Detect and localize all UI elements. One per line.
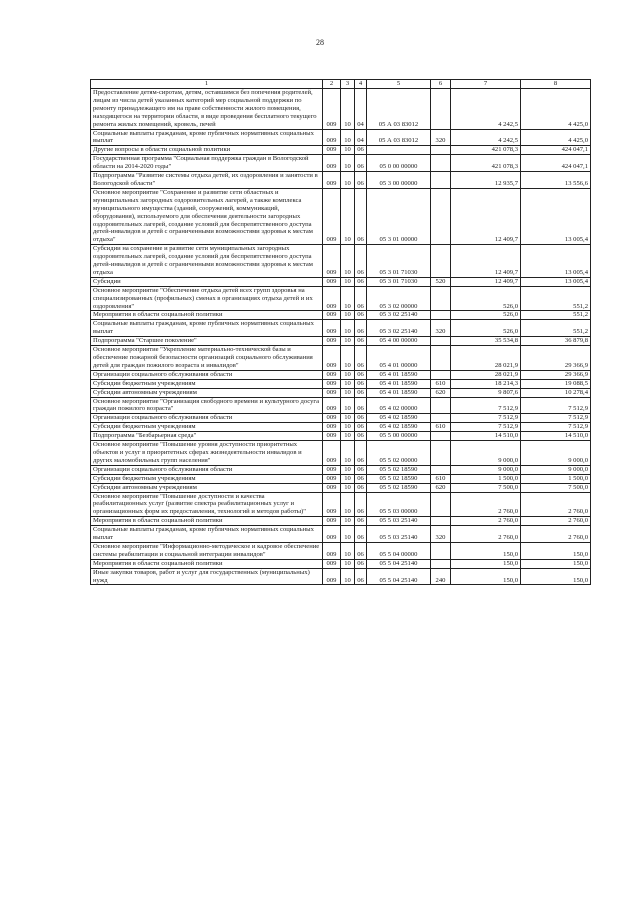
row-section: 10 (341, 483, 355, 492)
row-target-article: 05 А 03 83012 (367, 89, 431, 130)
row-grbs: 009 (323, 483, 341, 492)
row-grbs: 009 (323, 155, 341, 172)
table-row (91, 397, 591, 414)
table-header-row (91, 80, 591, 89)
row-grbs: 009 (323, 526, 341, 543)
row-name: Организации социального обслуживания области (91, 370, 323, 379)
row-grbs: 009 (323, 286, 341, 311)
row-amount-col7: 9 807,6 (451, 388, 521, 397)
row-section: 10 (341, 172, 355, 189)
row-target-article: 05 5 02 00000 (367, 441, 431, 466)
row-subsection: 06 (355, 337, 367, 346)
row-subsection: 06 (355, 474, 367, 483)
row-grbs: 009 (323, 423, 341, 432)
row-section: 10 (341, 286, 355, 311)
row-grbs: 009 (323, 397, 341, 414)
row-section: 10 (341, 245, 355, 278)
row-grbs: 009 (323, 277, 341, 286)
table-row (91, 245, 591, 278)
row-expense-type (431, 542, 451, 559)
row-name: Субсидии бюджетным учреждениям (91, 474, 323, 483)
row-grbs: 009 (323, 346, 341, 371)
row-target-article: 05 А 03 83012 (367, 129, 431, 146)
row-target-article: 05 4 02 18590 (367, 423, 431, 432)
row-expense-type: 520 (431, 277, 451, 286)
row-name: Организации социального обслуживания области (91, 414, 323, 423)
header-cell: 6 (431, 80, 451, 89)
row-grbs: 009 (323, 320, 341, 337)
row-expense-type: 320 (431, 320, 451, 337)
row-amount-col7: 4 242,5 (451, 89, 521, 130)
row-amount-col8: 36 879,8 (521, 337, 591, 346)
row-subsection: 06 (355, 432, 367, 441)
table-row (91, 188, 591, 244)
row-subsection: 04 (355, 89, 367, 130)
row-expense-type (431, 492, 451, 517)
row-section: 10 (341, 441, 355, 466)
row-expense-type (431, 397, 451, 414)
row-subsection: 06 (355, 492, 367, 517)
row-section: 10 (341, 379, 355, 388)
row-target-article (367, 146, 431, 155)
row-amount-col7: 9 000,0 (451, 465, 521, 474)
row-target-article: 05 5 04 00000 (367, 542, 431, 559)
row-amount-col8: 4 425,0 (521, 129, 591, 146)
row-amount-col8: 7 512,9 (521, 397, 591, 414)
row-expense-type (431, 517, 451, 526)
row-name: Основное мероприятие "Повышение уровня доступности приоритетных объектов и услуг в приоритетных сферах жизнедеятельности инвалидов и других маломобильных групп населения" (91, 441, 323, 466)
row-expense-type (431, 172, 451, 189)
row-name: Мероприятия в области социальной политики (91, 559, 323, 568)
row-amount-col7: 28 021,9 (451, 370, 521, 379)
row-subsection: 06 (355, 155, 367, 172)
row-grbs: 009 (323, 465, 341, 474)
row-subsection: 06 (355, 542, 367, 559)
row-amount-col8: 7 512,9 (521, 414, 591, 423)
row-amount-col7: 526,0 (451, 311, 521, 320)
row-amount-col8: 9 000,0 (521, 441, 591, 466)
row-expense-type (431, 89, 451, 130)
row-expense-type (431, 370, 451, 379)
row-target-article: 05 5 02 18590 (367, 474, 431, 483)
row-amount-col8: 10 278,4 (521, 388, 591, 397)
row-subsection: 06 (355, 379, 367, 388)
table-row (91, 155, 591, 172)
row-name: Подпрограмма "Развитие системы отдыха детей, их оздоровления и занятости в Вологодской области" (91, 172, 323, 189)
row-grbs: 009 (323, 432, 341, 441)
row-name: Основное мероприятие "Повышение доступности и качества реабилитационных услуг (развитие спектра реабилитационных услуг и организационных форм их предоставления, технологий и методов работы)" (91, 492, 323, 517)
row-grbs: 009 (323, 245, 341, 278)
table-row (91, 517, 591, 526)
header-cell: 8 (521, 80, 591, 89)
row-target-article: 05 3 02 25140 (367, 311, 431, 320)
row-amount-col8: 1 500,0 (521, 474, 591, 483)
row-section: 10 (341, 526, 355, 543)
row-amount-col8: 150,0 (521, 542, 591, 559)
table-row (91, 146, 591, 155)
row-amount-col7: 7 512,9 (451, 423, 521, 432)
row-name: Субсидии на сохранение и развитие сети муниципальных загородных оздоровительных лагерей, создание условий для беспрепятственного доступа детей-инвалидов и детей с ограниченными возможностями здоровья к местам отдыха (91, 245, 323, 278)
row-amount-col7: 526,0 (451, 320, 521, 337)
row-section: 10 (341, 474, 355, 483)
row-target-article: 05 4 02 00000 (367, 397, 431, 414)
row-section: 10 (341, 542, 355, 559)
row-expense-type (431, 188, 451, 244)
row-section: 10 (341, 559, 355, 568)
row-amount-col7: 35 534,8 (451, 337, 521, 346)
page-number: 28 (316, 38, 324, 47)
row-grbs: 009 (323, 172, 341, 189)
row-target-article: 05 5 00 00000 (367, 432, 431, 441)
row-amount-col8: 29 366,9 (521, 370, 591, 379)
row-target-article: 05 3 02 25140 (367, 320, 431, 337)
header-cell: 5 (367, 80, 431, 89)
row-name: Субсидии бюджетным учреждениям (91, 423, 323, 432)
row-amount-col8: 551,2 (521, 320, 591, 337)
row-expense-type (431, 432, 451, 441)
row-amount-col8: 424 047,1 (521, 155, 591, 172)
table-row (91, 337, 591, 346)
table-row (91, 568, 591, 585)
table-row (91, 286, 591, 311)
row-expense-type (431, 286, 451, 311)
row-amount-col7: 9 000,0 (451, 441, 521, 466)
row-grbs: 009 (323, 492, 341, 517)
row-amount-col7: 12 409,7 (451, 245, 521, 278)
row-amount-col8: 14 510,0 (521, 432, 591, 441)
row-name: Социальные выплаты гражданам, кроме публичных нормативных социальных выплат (91, 320, 323, 337)
row-amount-col7: 12 409,7 (451, 188, 521, 244)
row-expense-type: 320 (431, 129, 451, 146)
row-expense-type (431, 155, 451, 172)
row-grbs: 009 (323, 188, 341, 244)
row-grbs: 009 (323, 146, 341, 155)
row-amount-col7: 12 935,7 (451, 172, 521, 189)
row-expense-type: 620 (431, 388, 451, 397)
row-amount-col8: 551,2 (521, 286, 591, 311)
row-amount-col7: 150,0 (451, 568, 521, 585)
row-amount-col7: 2 760,0 (451, 526, 521, 543)
row-section: 10 (341, 129, 355, 146)
row-expense-type (431, 146, 451, 155)
row-expense-type: 240 (431, 568, 451, 585)
row-target-article: 05 3 01 00000 (367, 188, 431, 244)
row-target-article: 05 5 03 25140 (367, 526, 431, 543)
row-section: 10 (341, 397, 355, 414)
row-amount-col7: 150,0 (451, 559, 521, 568)
row-expense-type: 320 (431, 526, 451, 543)
table-row (91, 311, 591, 320)
row-section: 10 (341, 414, 355, 423)
table-row (91, 414, 591, 423)
table-row (91, 465, 591, 474)
row-name: Социальные выплаты гражданам, кроме публичных нормативных социальных выплат (91, 129, 323, 146)
row-grbs: 009 (323, 568, 341, 585)
row-name: Субсидии автономным учреждениям (91, 483, 323, 492)
row-grbs: 009 (323, 129, 341, 146)
row-expense-type (431, 311, 451, 320)
row-grbs: 009 (323, 474, 341, 483)
row-amount-col7: 7 500,0 (451, 483, 521, 492)
budget-table (90, 79, 591, 585)
row-amount-col8: 13 005,4 (521, 245, 591, 278)
table-row (91, 320, 591, 337)
row-section: 10 (341, 277, 355, 286)
row-subsection: 06 (355, 465, 367, 474)
table-row (91, 474, 591, 483)
row-amount-col7: 2 760,0 (451, 492, 521, 517)
row-name: Субсидии бюджетным учреждениям (91, 379, 323, 388)
row-grbs: 009 (323, 414, 341, 423)
row-amount-col8: 9 000,0 (521, 465, 591, 474)
row-expense-type: 610 (431, 379, 451, 388)
row-subsection: 06 (355, 346, 367, 371)
row-subsection: 06 (355, 388, 367, 397)
row-grbs: 009 (323, 370, 341, 379)
header-cell: 7 (451, 80, 521, 89)
row-subsection: 06 (355, 277, 367, 286)
row-amount-col7: 7 512,9 (451, 397, 521, 414)
row-amount-col7: 7 512,9 (451, 414, 521, 423)
row-name: Другие вопросы в области социальной политики (91, 146, 323, 155)
row-target-article: 05 3 01 71030 (367, 277, 431, 286)
table-row (91, 559, 591, 568)
row-amount-col7: 4 242,5 (451, 129, 521, 146)
row-expense-type (431, 559, 451, 568)
row-target-article: 05 4 00 00000 (367, 337, 431, 346)
row-name: Подпрограмма "Старшее поколение" (91, 337, 323, 346)
row-amount-col8: 150,0 (521, 559, 591, 568)
row-section: 10 (341, 432, 355, 441)
row-expense-type (431, 245, 451, 278)
row-name: Организации социального обслуживания области (91, 465, 323, 474)
row-grbs: 009 (323, 89, 341, 130)
row-subsection: 06 (355, 423, 367, 432)
row-section: 10 (341, 517, 355, 526)
row-amount-col7: 526,0 (451, 286, 521, 311)
row-subsection: 06 (355, 397, 367, 414)
row-name: Мероприятия в области социальной политики (91, 517, 323, 526)
row-amount-col7: 18 214,3 (451, 379, 521, 388)
row-expense-type (431, 441, 451, 466)
row-amount-col7: 1 500,0 (451, 474, 521, 483)
row-expense-type: 610 (431, 474, 451, 483)
row-name: Государственная программа "Социальная поддержка граждан в Вологодской области на 2014-2020 годы" (91, 155, 323, 172)
row-target-article: 05 5 04 25140 (367, 568, 431, 585)
row-amount-col7: 421 078,3 (451, 146, 521, 155)
row-amount-col7: 150,0 (451, 542, 521, 559)
row-subsection: 06 (355, 441, 367, 466)
table-row (91, 441, 591, 466)
row-amount-col7: 14 510,0 (451, 432, 521, 441)
row-expense-type (431, 337, 451, 346)
table-row (91, 172, 591, 189)
row-section: 10 (341, 370, 355, 379)
table-row (91, 492, 591, 517)
row-name: Субсидии автономным учреждениям (91, 388, 323, 397)
row-amount-col8: 424 047,1 (521, 146, 591, 155)
row-amount-col8: 7 512,9 (521, 423, 591, 432)
row-name: Основное мероприятие "Укрепление материально-технической базы и обеспечение пожарной безопасности организаций социального обслуживания детей для граждан пожилого возраста и инвалидов" (91, 346, 323, 371)
row-amount-col8: 7 500,0 (521, 483, 591, 492)
row-target-article: 05 4 01 18590 (367, 379, 431, 388)
row-grbs: 009 (323, 311, 341, 320)
row-name: Субсидии (91, 277, 323, 286)
row-target-article: 05 5 03 00000 (367, 492, 431, 517)
row-section: 10 (341, 388, 355, 397)
row-amount-col7: 28 021,9 (451, 346, 521, 371)
row-amount-col8: 2 760,0 (521, 517, 591, 526)
table-row (91, 379, 591, 388)
row-name: Основное мероприятие "Обеспечение отдыха детей всех групп здоровья на специализированных (профильных) сменах в организациях отдыха детей и их оздоровления" (91, 286, 323, 311)
table-row (91, 542, 591, 559)
row-section: 10 (341, 188, 355, 244)
row-name: Социальные выплаты гражданам, кроме публичных нормативных социальных выплат (91, 526, 323, 543)
row-expense-type (431, 346, 451, 371)
row-expense-type (431, 414, 451, 423)
row-amount-col7: 2 760,0 (451, 517, 521, 526)
table-row (91, 129, 591, 146)
row-subsection: 06 (355, 568, 367, 585)
row-section: 10 (341, 346, 355, 371)
row-section: 10 (341, 320, 355, 337)
row-subsection: 06 (355, 414, 367, 423)
row-name: Основное мероприятие "Организация свободного времени и культурного досуга граждан пожилого возраста" (91, 397, 323, 414)
header-cell: 2 (323, 80, 341, 89)
row-target-article: 05 3 01 71030 (367, 245, 431, 278)
row-subsection: 06 (355, 320, 367, 337)
row-section: 10 (341, 337, 355, 346)
row-section: 10 (341, 311, 355, 320)
table-row (91, 89, 591, 130)
row-amount-col7: 12 409,7 (451, 277, 521, 286)
table-row (91, 388, 591, 397)
row-subsection: 06 (355, 245, 367, 278)
row-name: Основное мероприятие "Сохранение и развитие сети областных и муниципальных загородных оздоровительных лагерей, а также комплекса муниципального имущества (зданий, сооружений, коммуникаций, оборудования), используемого для обеспечения деятельности загородных оздоровительных лагерей, создание условий для беспрепятственного доступа детей-инвалидов и детей с ограниченными возможностями здоровья к местам отдыха" (91, 188, 323, 244)
header-cell: 4 (355, 80, 367, 89)
row-grbs: 009 (323, 388, 341, 397)
row-expense-type (431, 465, 451, 474)
row-subsection: 06 (355, 188, 367, 244)
table-row (91, 370, 591, 379)
row-target-article: 05 0 00 00000 (367, 155, 431, 172)
row-subsection: 06 (355, 146, 367, 155)
row-target-article: 05 4 01 18590 (367, 388, 431, 397)
row-section: 10 (341, 465, 355, 474)
row-target-article: 05 5 02 18590 (367, 483, 431, 492)
row-target-article: 05 3 02 00000 (367, 286, 431, 311)
table-row (91, 346, 591, 371)
row-subsection: 06 (355, 526, 367, 543)
row-target-article: 05 5 03 25140 (367, 517, 431, 526)
row-section: 10 (341, 146, 355, 155)
row-amount-col8: 4 425,0 (521, 89, 591, 130)
row-amount-col8: 13 556,6 (521, 172, 591, 189)
row-amount-col8: 150,0 (521, 568, 591, 585)
row-name: Мероприятия в области социальной политики (91, 311, 323, 320)
table-row (91, 277, 591, 286)
row-amount-col8: 2 760,0 (521, 526, 591, 543)
row-section: 10 (341, 89, 355, 130)
row-subsection: 06 (355, 311, 367, 320)
row-name: Предоставление детям-сиротам, детям, оставшимся без попечения родителей, лицам из числа детей указанных категорий мер социальной поддержки по ремонту принадлежащего им на праве собственности жилого помещения, находящегося на территории области, в виде проведения бесплатного текущего ремонта жилых помещений, кровель, печей (91, 89, 323, 130)
row-subsection: 06 (355, 483, 367, 492)
row-amount-col7: 421 078,3 (451, 155, 521, 172)
row-grbs: 009 (323, 337, 341, 346)
table-body (91, 89, 591, 585)
row-subsection: 06 (355, 517, 367, 526)
row-grbs: 009 (323, 559, 341, 568)
table-row (91, 483, 591, 492)
row-amount-col8: 13 005,4 (521, 188, 591, 244)
row-expense-type: 610 (431, 423, 451, 432)
row-target-article: 05 4 01 18590 (367, 370, 431, 379)
row-subsection: 06 (355, 172, 367, 189)
row-grbs: 009 (323, 517, 341, 526)
row-amount-col8: 2 760,0 (521, 492, 591, 517)
row-name: Подпрограмма "Безбарьерная среда" (91, 432, 323, 441)
row-target-article: 05 5 02 18590 (367, 465, 431, 474)
row-expense-type: 620 (431, 483, 451, 492)
row-subsection: 06 (355, 559, 367, 568)
row-target-article: 05 5 04 25140 (367, 559, 431, 568)
row-amount-col8: 19 088,5 (521, 379, 591, 388)
row-section: 10 (341, 155, 355, 172)
table-row (91, 526, 591, 543)
row-name: Основное мероприятие "Информационно-методическое и кадровое обеспечение системы реабилитации и социальной интеграции инвалидов" (91, 542, 323, 559)
table-row (91, 432, 591, 441)
header-cell: 1 (91, 80, 323, 89)
header-cell: 3 (341, 80, 355, 89)
row-target-article: 05 4 02 18590 (367, 414, 431, 423)
row-grbs: 009 (323, 441, 341, 466)
row-amount-col8: 551,2 (521, 311, 591, 320)
row-subsection: 06 (355, 286, 367, 311)
row-subsection: 04 (355, 129, 367, 146)
row-target-article: 05 3 00 00000 (367, 172, 431, 189)
row-section: 10 (341, 423, 355, 432)
row-grbs: 009 (323, 379, 341, 388)
row-grbs: 009 (323, 542, 341, 559)
row-name: Иные закупки товаров, работ и услуг для государственных (муниципальных) нужд (91, 568, 323, 585)
row-amount-col8: 29 366,9 (521, 346, 591, 371)
row-section: 10 (341, 568, 355, 585)
row-amount-col8: 13 005,4 (521, 277, 591, 286)
row-target-article: 05 4 01 00000 (367, 346, 431, 371)
table-row (91, 423, 591, 432)
row-section: 10 (341, 492, 355, 517)
row-subsection: 06 (355, 370, 367, 379)
